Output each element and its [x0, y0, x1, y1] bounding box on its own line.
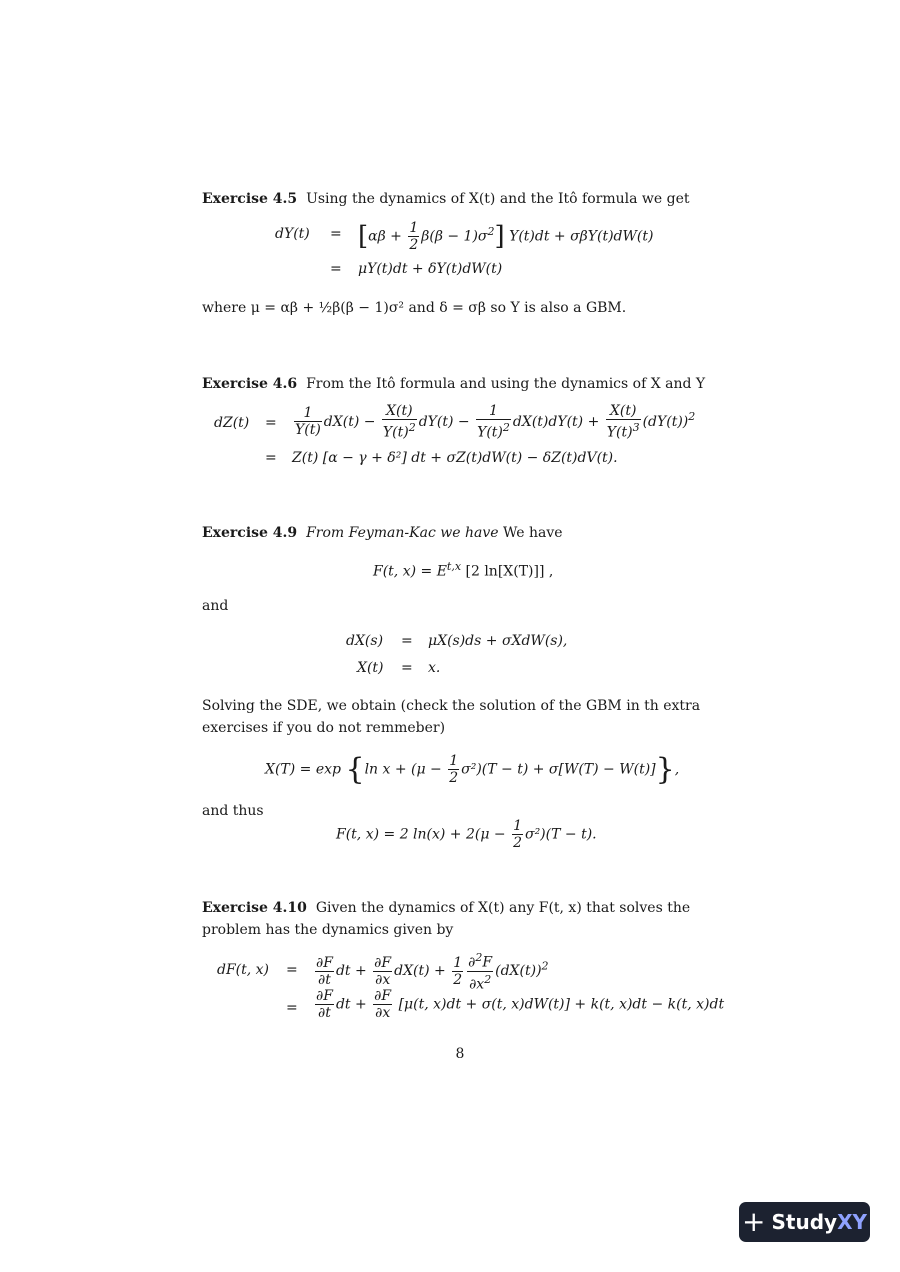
equation-lhs: dY(t) — [275, 226, 310, 242]
exercise-text: Using the dynamics of X(t) and the Itô formula we get — [306, 191, 690, 207]
exercise-4-5-intro — [202, 188, 742, 210]
plus-icon: + — [742, 1205, 766, 1238]
exercise-4-5-conclusion: where μ = αβ + ½β(β − 1)σ² and δ = σβ so Y is also a GBM. — [202, 300, 627, 316]
equals-sign: = — [286, 1000, 298, 1016]
equation-part: σ²)(T − t) + σ[W(T) − W(t)] — [461, 761, 656, 778]
equation-part: [2 ln[X(T)]] , — [465, 563, 554, 580]
equation-lhs: dF(t, x) — [217, 962, 270, 978]
equation-rhs: [αβ + $\frac{1}{2}$ $\beta(\beta - 1)\sigma^2$] Y(t)dt + σβY(t)dW(t) — [358, 220, 654, 253]
logo-text — [772, 1210, 867, 1234]
equation-final: F(t, x) = 2 ln(x) + 2(μ − $\frac{1}{2}$ σ²)(T − t). — [336, 818, 597, 851]
studyxy-logo — [739, 1202, 870, 1242]
equation-rhs: $\frac{1}{Y(t)}$ dX(t) − $\frac{X(t)}{Y(t)^2}$ dY(t) − $\frac{1}{Y(t)^2}$ dX(t)dY(t) + $\frac{X(t)}{Y(t)^3}$ $(dY(t))^2$ — [295, 403, 696, 441]
equals-sign: = — [401, 633, 413, 649]
equals-sign: = — [330, 226, 342, 242]
equation-part: [μ(t, x)dt + σ(t, x)dW(t)] + k(t, x)dt − k(t, x)dt — [398, 996, 725, 1013]
equation-lhs: X(t) — [357, 660, 384, 676]
exercise-4-9-intro — [202, 522, 742, 544]
exercise-text: From the Itô formula and using the dynamics of X and Y — [306, 376, 706, 392]
exercise-label: Exercise 4.9 — [202, 525, 298, 541]
equation-part: F(t, x) = 2 ln(x) + 2(μ − — [336, 826, 506, 843]
equation-rhs: $\frac{\partial F}{\partial t}$ dt + $\frac{\partial F}{\partial x}$ [μ(t, x)dt + σ(t, x)dW(t)] + k(t, x)dt − k(t, x)dt — [316, 988, 725, 1021]
exercise-label: Exercise 4.5 — [202, 191, 298, 207]
equation-rhs: μX(s)ds + σXdW(s), — [428, 633, 568, 649]
equals-sign: = — [286, 962, 298, 978]
exercise-text: We have — [502, 525, 563, 541]
equation-rhs: $\frac{\partial F}{\partial t}$ dt + $\frac{\partial F}{\partial x}$ dX(t) + $\frac{1}{2}$ $\frac{\partial^2F}{\partial x^2}$ $(dX(t))^2$ — [316, 951, 549, 993]
equals-sign: = — [330, 261, 342, 277]
superscript: t,x — [446, 560, 462, 573]
equation-rhs: μY(t)dt + δY(t)dW(t) — [358, 261, 503, 277]
exercise-label: Exercise 4.10 — [202, 900, 307, 916]
solving-text: Solving the SDE, we obtain (check the solution of the GBM in th extra exercises if you do not remmeber) — [202, 698, 701, 736]
equation-part: X(T) = exp — [265, 761, 342, 778]
equation-lhs: dZ(t) — [214, 415, 250, 431]
equation-feynman-kac — [373, 560, 553, 580]
exercise-italic-text: From Feyman-Kac we have — [306, 525, 499, 541]
equation-part: ln x + (μ − — [364, 761, 442, 778]
equation-rhs: Z(t) [α − γ + δ²] dt + σZ(t)dW(t) − δZ(t)dV(t). — [292, 450, 618, 466]
exercise-label: Exercise 4.6 — [202, 376, 298, 392]
equals-sign: = — [265, 450, 277, 466]
page-number: 8 — [455, 1046, 465, 1062]
equation-4-5-line1 — [275, 226, 310, 242]
connector-text: and thus — [202, 803, 264, 819]
equals-sign: = — [265, 415, 277, 431]
exercise-4-10-intro — [202, 897, 742, 941]
logo-prefix: Study — [771, 1210, 838, 1234]
equation-rhs: x. — [428, 660, 441, 676]
equation-part: F(t, x) = E — [373, 563, 447, 580]
equation-lhs: dX(s) — [346, 633, 384, 649]
exercise-text: Given the dynamics of X(t) any F(t, x) that solves the problem has the dynamics given by — [202, 900, 691, 938]
equation-gbm-solution: X(T) = exp {ln x + (μ − $\frac{1}{2}$ σ²)(T − t) + σ[W(T) − W(t)]}, — [265, 752, 680, 787]
equals-sign: = — [401, 660, 413, 676]
equation-part: σ²)(T − t). — [525, 826, 597, 843]
connector-text: and — [202, 598, 229, 614]
exercise-4-6-intro — [202, 373, 742, 395]
logo-suffix: XY — [837, 1210, 867, 1234]
